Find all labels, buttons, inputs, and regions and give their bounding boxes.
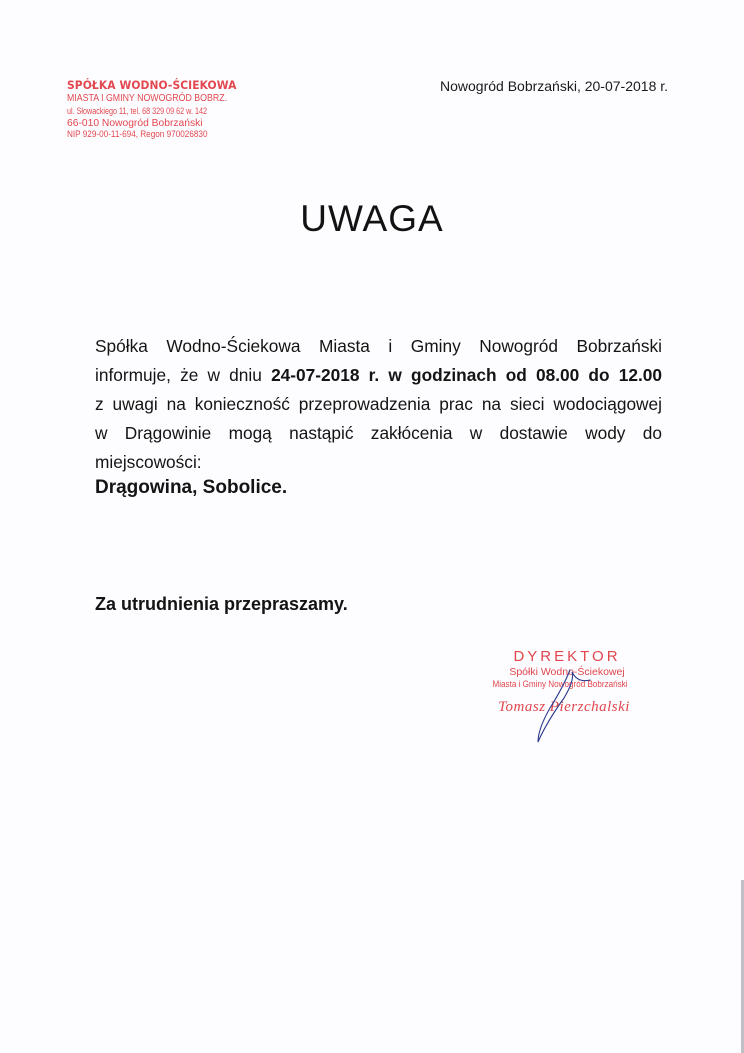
body-line: z uwagi na konieczność przeprowadzenia prac na sieci wodociągowej (95, 394, 662, 414)
stamp-company-subtitle: MIASTA I GMINY NOWOGRÓD BOBRZ. (67, 92, 228, 104)
stamp-tax-ids: NIP 929-00-11-694, Regon 970026830 (67, 129, 208, 140)
stamp-postal-city: 66-010 Nowogród Bobrzański (67, 116, 203, 129)
body-line: Spółka Wodno-Ściekowa Miasta i Gminy Nowogród Bobrzański (95, 336, 662, 356)
body-line: w Drągowinie mogą nastąpić zakłócenia w dostawie wody do (95, 423, 662, 443)
place-and-date: Nowogród Bobrzański, 20-07-2018 r. (440, 78, 669, 94)
director-name: Tomasz Pierzchalski (498, 699, 630, 715)
handwritten-signature (530, 668, 610, 748)
body-line: miejscowości: (95, 452, 202, 472)
body-text: informuje, że w dniu (95, 365, 272, 385)
director-role: DYREKTOR (513, 648, 621, 665)
signature-stroke (538, 670, 590, 742)
outage-date-time: 24-07-2018 r. w godzinach od 08.00 do 12.00 (271, 365, 662, 385)
apology-text: Za utrudnienia przepraszamy. (95, 594, 348, 614)
body-line (95, 361, 662, 390)
director-org-line1: Spółki Wodno-Ściekowej (509, 666, 625, 678)
document-title: UWAGA (300, 198, 444, 239)
stamp-company-name: SPÓŁKA WODNO-ŚCIEKOWA (67, 78, 237, 92)
affected-places: Drągowina, Sobolice. (95, 477, 288, 498)
company-stamp (67, 80, 249, 140)
notice-body (95, 332, 662, 477)
stamp-address-phone: ul. Słowackiego 11, tel. 68 329 09 62 w. 142 (67, 105, 207, 116)
director-org-line2: Miasta i Gminy Nowogród Bobrzański (492, 679, 628, 689)
